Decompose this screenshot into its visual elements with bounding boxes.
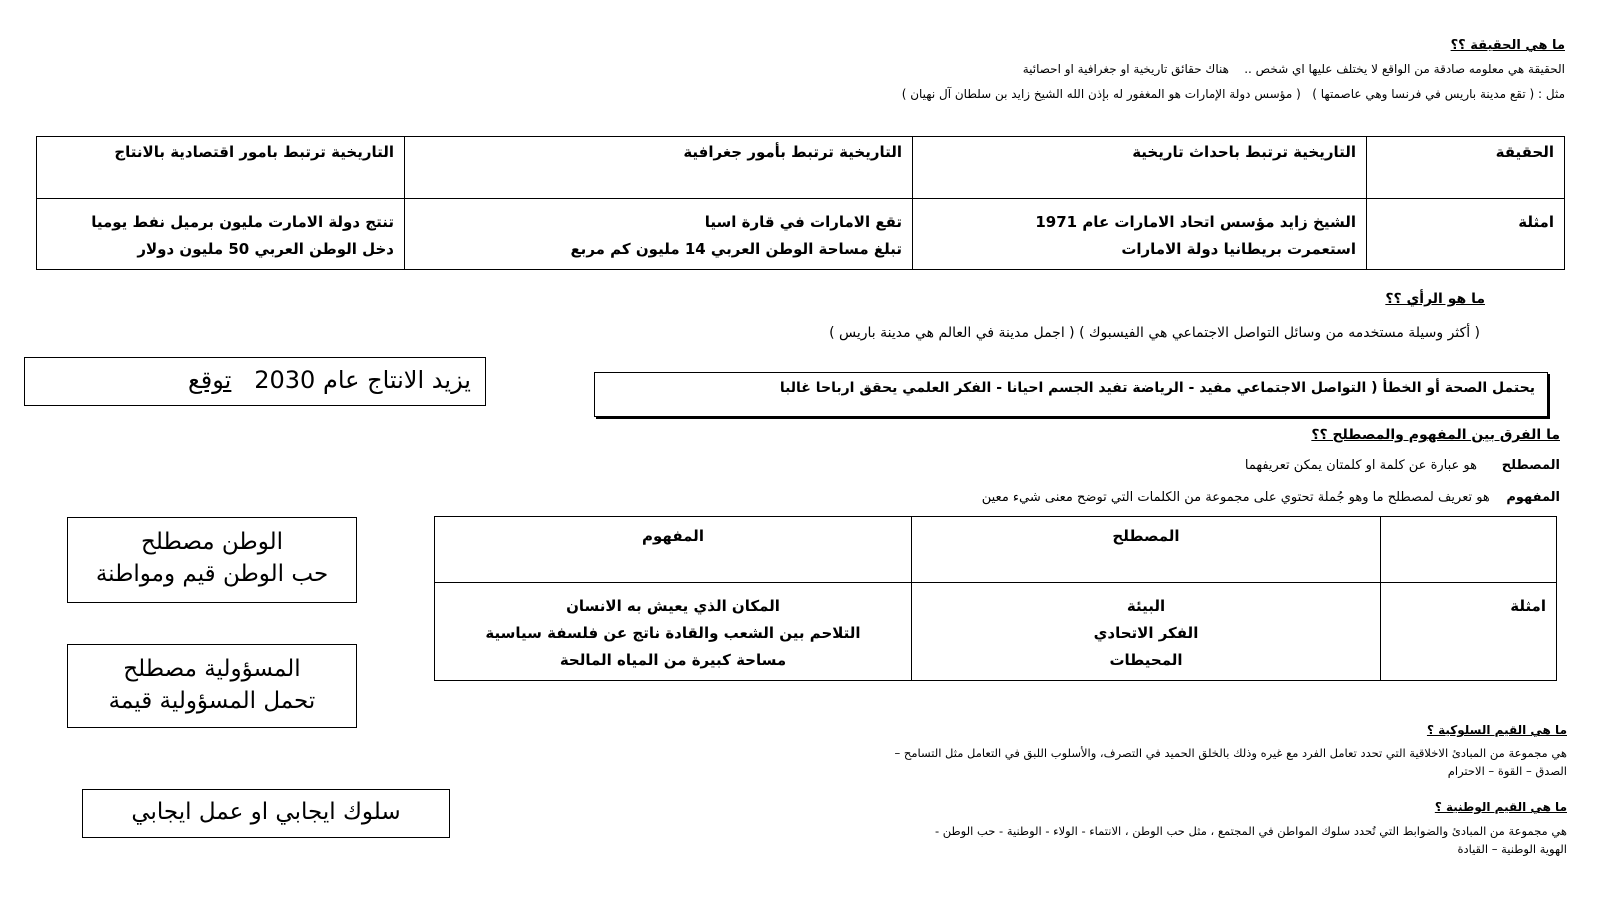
forecast-label: توقع [188, 366, 232, 394]
term-table [434, 516, 1557, 681]
fact-example-1: ( تقع مدينة باريس في فرنسا وهي عاصمتها ) [1312, 87, 1535, 101]
term-table-empty-cell [1381, 517, 1557, 583]
homeland-line-1: الوطن مصطلح [141, 529, 283, 555]
homeland-box [67, 517, 357, 603]
economic-example-1: تنتج دولة الامارت مليون برميل نفط يوميا [91, 213, 394, 231]
fact-example-2: ( مؤسس دولة الإمارات هو المغفور له بإذن الله الشيخ زايد بن سلطان آل نهيان ) [901, 87, 1301, 101]
behavioral-values-title: ما هي القيم السلوكية ؟ [1426, 723, 1567, 737]
fact-definition [665, 62, 1565, 76]
concept-label: المفهوم [1506, 490, 1560, 505]
fact-table-example-row [37, 199, 1565, 270]
concept-definition-line [982, 490, 1560, 505]
fact-definition-a: الحقيقة هي معلومه صادقة من الواقع لا يختلف عليها اي شخص .. [1244, 62, 1565, 76]
forecast-box [24, 357, 486, 406]
concept-definition: هو تعريف لمصطلح ما وهو جُملة تحتوي على مجموعة من الكلمات التي توضح معنى شيء معين [981, 490, 1490, 505]
fact-table-economic-header: التاريخية ترتبط بامور اقتصادية بالانتاج [37, 137, 405, 199]
opinion-box [594, 372, 1548, 417]
responsibility-box [67, 644, 357, 728]
responsibility-line-2: تحمل المسؤولية قيمة [108, 688, 316, 714]
opinion-title: ما هو الرأي ؟؟ [1385, 291, 1485, 307]
term-table-concept-header: المفهوم [435, 517, 912, 583]
fact-table-historical-cell [913, 199, 1367, 270]
term-example-2: الفكر الاتحادي [1093, 624, 1199, 642]
term-table-examples-label: امثلة [1381, 583, 1557, 681]
national-values-title: ما هي القيم الوطنية ؟ [1434, 800, 1567, 814]
fact-example-line [465, 87, 1565, 101]
behavioral-values-line-1: هي مجموعة من المبادئ الاخلاقية التي تحدد تعامل الفرد مع غيره وذلك بالخلق الحميد في التصرف، والأسلوب اللبق في التعامل مثل التسامح – [894, 746, 1567, 760]
fact-table-header-row [37, 137, 1565, 199]
fact-title: ما هي الحقيقة ؟؟ [1450, 38, 1565, 53]
concept-term-title: ما الفرق بين المفهوم والمصطلح ؟؟ [1311, 427, 1560, 443]
fact-table [36, 136, 1565, 270]
national-values-line-2: الهوية الوطنية – القيادة [1457, 842, 1567, 856]
concept-example-2: التلاحم بين الشعب والقادة ناتج عن فلسفة سياسية [485, 624, 861, 642]
term-label: المصطلح [1501, 458, 1560, 473]
term-table-term-cell [912, 583, 1381, 681]
opinion-box-text: يحتمل الصحة أو الخطأ ( التواصل الاجتماعي مفيد - الرياضة تفيد الجسم احيانا - الفكر العلمي يحقق ارباحا غالبا [779, 380, 1535, 396]
fact-table-economic-cell [37, 199, 405, 270]
behavioral-values-line-2: الصدق – القوة – الاحترام [1447, 764, 1567, 778]
opinion-examples: ( أكثر وسيلة مستخدمه من وسائل التواصل الاجتماعي هي الفيسبوك ) ( اجمل مدينة في العالم هي مدينة باريس ) [829, 325, 1480, 341]
behavior-text: سلوك ايجابي او عمل ايجابي [131, 799, 401, 825]
fact-table-geographic-header: التاريخية ترتبط بأمور جغرافية [405, 137, 913, 199]
fact-table-label-cell: الحقيقة [1367, 137, 1565, 199]
fact-example-label: مثل : [1538, 87, 1565, 101]
forecast-text: يزيد الانتاج عام 2030 [254, 366, 471, 394]
term-definition-line [1245, 458, 1560, 473]
term-table-concept-cell [435, 583, 912, 681]
term-table-term-header: المصطلح [912, 517, 1381, 583]
responsibility-line-1: المسؤولية مصطلح [123, 656, 301, 682]
concept-example-1: المكان الذي يعيش به الانسان [566, 597, 780, 615]
historical-example-2: استعمرت بريطانيا دولة الامارات [1121, 240, 1356, 258]
term-table-header-row [435, 517, 1557, 583]
term-example-1: البيئة [1126, 597, 1166, 615]
term-definition: هو عبارة عن كلمة او كلمتان يمكن تعريفهما [1244, 458, 1477, 473]
behavior-box [82, 789, 450, 838]
fact-table-geographic-cell [405, 199, 913, 270]
fact-table-examples-label: امثلة [1367, 199, 1565, 270]
geographic-example-2: تبلغ مساحة الوطن العربي 14 مليون كم مربع [570, 240, 902, 258]
historical-example-1: الشيخ زايد مؤسس اتحاد الامارات عام 1971 [1035, 213, 1356, 231]
fact-table-historical-header: التاريخية ترتبط باحداث تاريخية [913, 137, 1367, 199]
term-example-3: المحيطات [1109, 651, 1183, 669]
fact-definition-b: هناك حقائق تاريخية او جغرافية او احصائية [1022, 62, 1229, 76]
homeland-line-2: حب الوطن قيم ومواطنة [95, 561, 329, 587]
concept-example-3: مساحة كبيرة من المياه المالحة [559, 651, 787, 669]
economic-example-2: دخل الوطن العربي 50 مليون دولار [137, 240, 394, 258]
national-values-line-1: هي مجموعة من المبادئ والضوابط التي تُحدد سلوك المواطن في المجتمع ، مثل حب الوطن ، الانتماء - الولاء - الوطنية - حب الوطن - [934, 824, 1567, 838]
term-table-example-row [435, 583, 1557, 681]
geographic-example-1: تقع الامارات في قارة اسيا [704, 213, 902, 231]
